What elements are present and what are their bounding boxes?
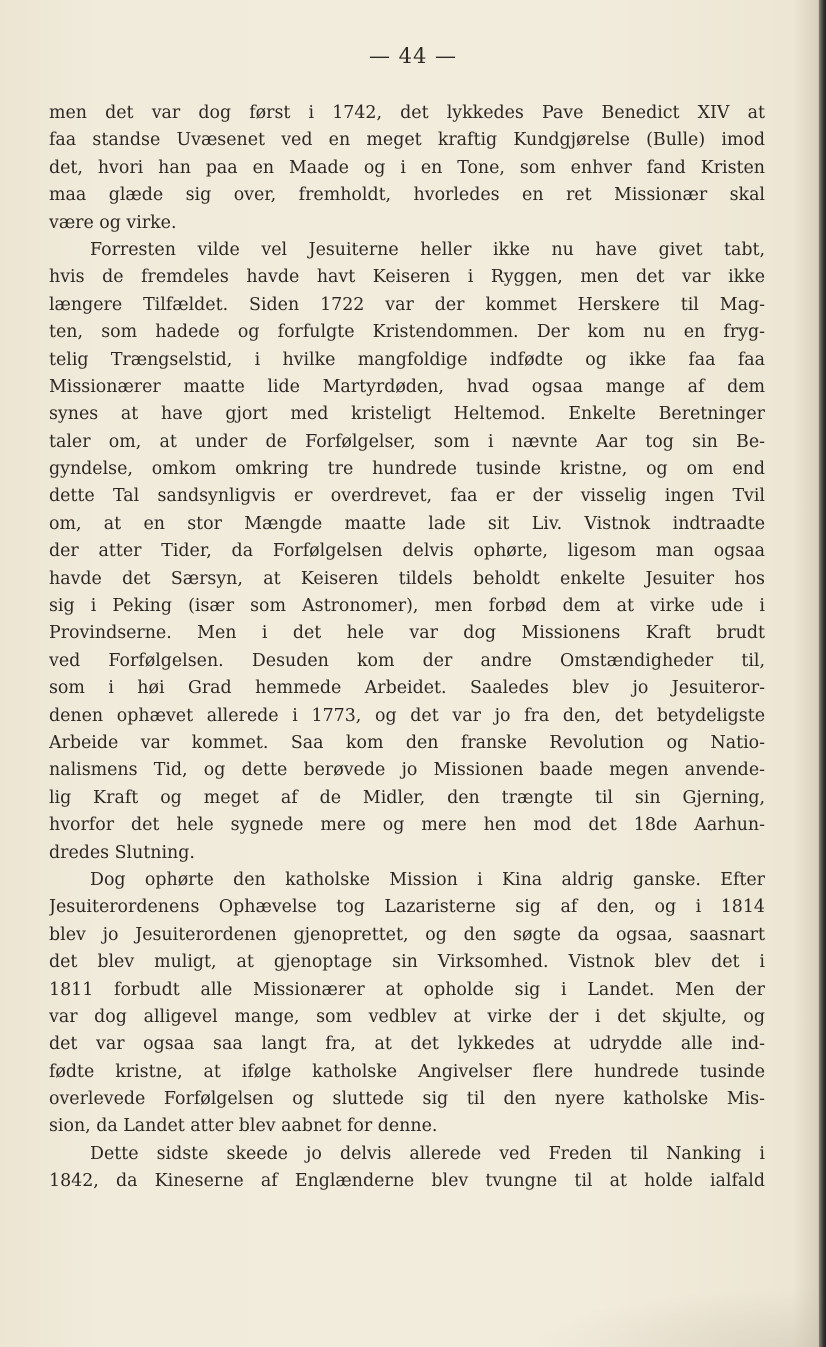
text-line: hvis de fremdeles havde havt Keiseren i Ryggen, men det var ikke [49,267,765,288]
text-line: men det var dog først i 1742, det lykkedes Pave Benedict XIV at [49,103,765,123]
text-line: maa glæde sig over, fremholdt, hvorledes en ret Missionær skal [49,185,765,206]
text-line: sion, da Landet atter blev aabnet for denne. [49,1116,438,1137]
text-line: taler om, at under de Forfølgelser, som i nævnte Aar tog sin Be- [49,431,765,452]
text-line: blev jo Jesuiterordenen gjenoprettet, og den søgte da ogsaa, saasnart [49,924,765,945]
text-line: ten, som hadede og forfulgte Kristendommen. Der kom nu en fryg- [49,322,765,343]
text-line: Jesuiterordenens Ophævelse tog Lazaristerne sig af den, og i 1814 [49,897,765,918]
book-spine-edge [819,0,826,1347]
text-line: dredes Slutning. [49,842,195,863]
text-line: gyndelse, omkom omkring tre hundrede tusinde kristne, og om end [49,459,765,480]
text-line: 1811 forbudt alle Missionærer at opholde sig i Landet. Men der [49,979,765,1000]
text-line: telig Trængselstid, i hvilke mangfoldige indfødte og ikke faa faa [49,349,765,370]
text-line: 1842, da Kineserne af Englænderne blev tvungne til at holde ialfald [49,1171,765,1192]
text-line: som i høi Grad hemmede Arbeidet. Saaledes blev jo Jesuiteror- [49,678,765,699]
text-line: overlevede Forfølgelsen og sluttede sig til den nyere katholske Mis- [49,1089,765,1110]
text-line: ved Forfølgelsen. Desuden kom der andre Omstændigheder til, [49,650,765,671]
text-line: Forresten vilde vel Jesuiterne heller ikke nu have givet tabt, [90,239,765,260]
text-line: nalismens Tid, og dette berøvede jo Missionen baade megen anvende- [49,760,765,781]
text-line: var dog alligevel mange, som vedblev at virke der i det skjulte, og [49,1006,765,1027]
text-line: faa standse Uvæsenet ved en meget kraftig Kundgjørelse (Bulle) imod [49,130,765,151]
text-line: Missionærer maatte lide Martyrdøden, hvad ogsaa mange af dem [49,376,765,397]
text-line: dette Tal sandsynligvis er overdrevet, faa er der visselig ingen Tvil [49,486,765,507]
page-number: — 44 — [368,44,458,68]
text-line: Provindserne. Men i det hele var dog Missionens Kraft brudt [49,623,765,644]
text-line: der atter Tider, da Forfølgelsen delvis ophørte, ligesom man ogsaa [49,541,765,562]
text-line: synes at have gjort med kristeligt Heltemod. Enkelte Beretninger [49,404,765,425]
page-corner-shadow [529,1287,819,1347]
text-line: lig Kraft og meget af de Midler, den trængte til sin Gjerning, [49,787,765,808]
text-line: det, hvori han paa en Maade og i en Tone, som enhver fand Kristen [49,157,765,178]
text-line: sig i Peking (især som Astronomer), men forbød dem at virke ude i [49,596,765,617]
text-line: fødte kristne, at ifølge katholske Angivelser flere hundrede tusinde [49,1061,765,1082]
text-line: Dog ophørte den katholske Mission i Kina aldrig ganske. Efter [90,869,765,890]
text-line: denen ophævet allerede i 1773, og det var jo fra den, det betydeligste [49,705,765,726]
text-line: om, at en stor Mængde maatte lade sit Liv. Vistnok indtraadte [49,513,765,534]
text-line: det var ogsaa saa langt fra, at det lykkedes at udrydde alle ind- [49,1034,765,1055]
text-line: være og virke. [49,212,177,233]
body-text [49,100,765,1196]
text-line: havde det Særsyn, at Keiseren tildels beholdt enkelte Jesuiter hos [49,568,765,589]
text-line: længere Tilfældet. Siden 1722 var der kommet Herskere til Mag- [49,294,765,315]
text-line: det blev muligt, at gjenoptage sin Virksomhed. Vistnok blev det i [49,952,765,973]
text-line: Dette sidste skeede jo delvis allerede ved Freden til Nanking i [90,1143,765,1164]
text-line: hvorfor det hele sygnede mere og mere hen mod det 18de Aarhun- [49,815,765,836]
text-line: Arbeide var kommet. Saa kom den franske Revolution og Natio- [49,732,765,753]
